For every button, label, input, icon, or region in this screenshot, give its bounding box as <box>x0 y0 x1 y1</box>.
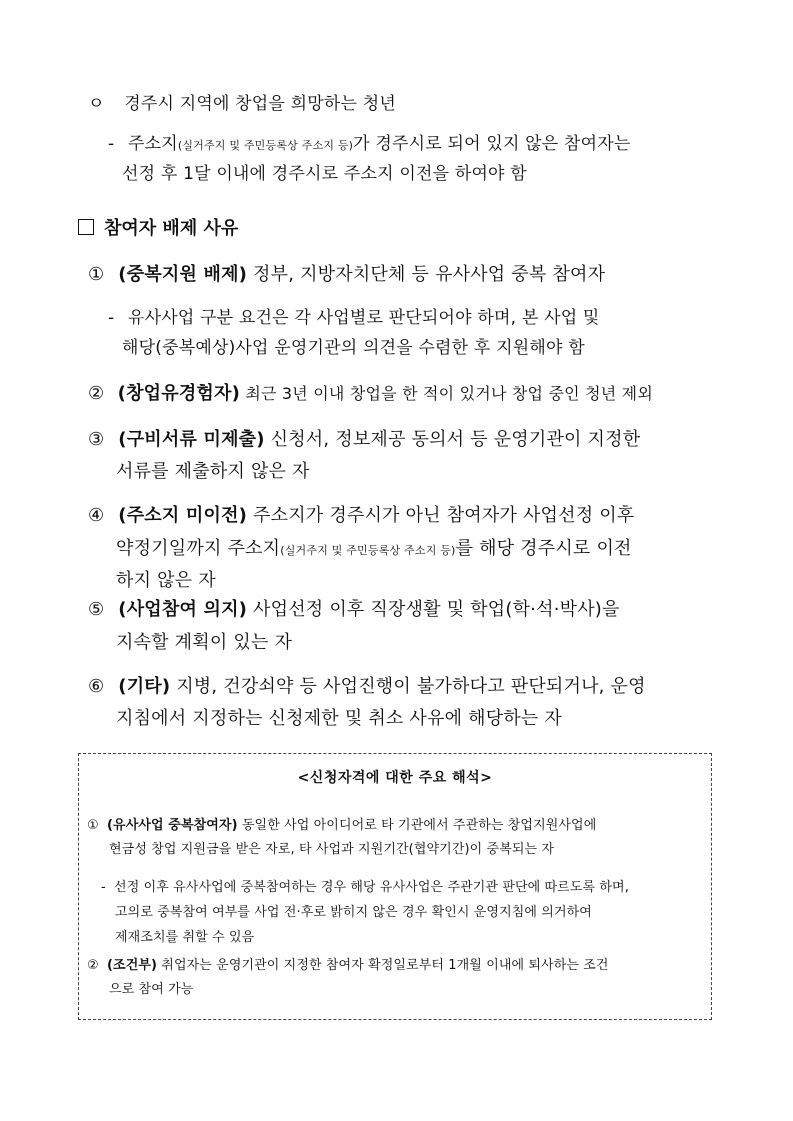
item-text: 사업선정 이후 직장생활 및 학업(학·석·박사)을 <box>247 599 620 620</box>
item-bold-label: (기타) <box>118 676 171 697</box>
item-number: ② <box>88 383 105 404</box>
exclusion-item-4-line3: 하지 않은 자 <box>116 570 216 591</box>
checkbox-square-icon <box>78 219 94 235</box>
note-item-2 <box>87 956 609 976</box>
item-text: 주소지가 경주시가 아닌 참여자가 사업선정 이후 <box>247 505 635 526</box>
exclusion-item-6-line2: 지침에서 지정하는 신청제한 및 취소 사유에 해당하는 자 <box>116 708 562 729</box>
exclusion-item-4 <box>88 504 634 528</box>
exclusion-item-5 <box>88 598 620 622</box>
exclusion-item-1 <box>88 263 605 287</box>
sub-note-text-post: 가 경주시로 되어 있지 않은 참여자는 <box>353 134 631 154</box>
note-item-1 <box>87 816 596 836</box>
note-item-2-line2: 으로 참여 가능 <box>109 982 194 997</box>
dash-marker: - <box>108 134 115 154</box>
section-title: 참여자 배제 사유 <box>104 218 239 239</box>
item-bold-label: (사업참여 의지) <box>118 599 248 620</box>
item-bold-label: (중복지원 배제) <box>118 264 248 285</box>
exclusion-item-3 <box>88 428 640 452</box>
interpretation-note-box <box>78 753 712 1020</box>
note-item-1-line2: 현금성 창업 지원금을 받은 자로, 타 사업과 지원기간(협약기간)이 중복되는 자 <box>109 842 555 857</box>
exclusion-item-3-line2: 서류를 제출하지 않은 자 <box>116 461 310 482</box>
item1-sub-note <box>108 306 600 330</box>
item-number: ② <box>87 958 99 973</box>
item-bold-label: (구비서류 미제출) <box>118 429 265 450</box>
item-bold-label: (주소지 미이전) <box>118 505 248 526</box>
dash-marker: - <box>101 880 106 895</box>
sub-note-text: 유사사업 구분 요건은 각 사업별로 판단되어야 하며, 본 사업 및 <box>127 308 600 328</box>
item-bold-label: (유사사업 중복참여자) <box>107 818 238 833</box>
item-text: 최근 3년 이내 창업을 한 적이 있거나 창업 중인 청년 제외 <box>240 384 653 403</box>
bullet-item-target <box>88 92 396 116</box>
sub-note-line2: 선정 후 1달 이내에 경주시로 주소지 이전을 하여야 함 <box>122 164 527 184</box>
section-heading <box>78 216 238 242</box>
item-number: ① <box>88 264 105 285</box>
note-box-title: <신청자격에 대한 주요 해석> <box>297 770 493 786</box>
note-sub-text: 선정 이후 유사사업에 중복참여하는 경우 해당 유사사업은 주관기관 판단에 따르도록 하며, <box>114 880 629 895</box>
item-text: 정부, 지방자치단체 등 유사사업 중복 참여자 <box>247 264 606 285</box>
sub-note-text-pre: 주소지 <box>127 134 178 154</box>
item-bold-label: (조건부) <box>107 958 158 973</box>
item-text: 취업자는 운영기관이 지정한 참여자 확정일로부터 1개월 이내에 퇴사하는 조건 <box>157 958 609 973</box>
bullet-text: 경주시 지역에 창업을 희망하는 청년 <box>124 94 396 114</box>
item-text: 동일한 사업 아이디어로 타 기관에서 주관하는 창업지원사업에 <box>237 818 597 833</box>
exclusion-item-5-line2: 지속할 계획이 있는 자 <box>116 632 293 653</box>
exclusion-item-4-line2 <box>116 537 632 563</box>
sub-note-address <box>108 132 631 158</box>
item-number: ④ <box>88 505 105 526</box>
item-bold-label: (창업유경험자) <box>117 383 241 404</box>
exclusion-item-6 <box>88 675 646 699</box>
bullet-marker: ㅇ <box>88 94 105 114</box>
item-text: 를 해당 경주시로 이전 <box>455 538 632 559</box>
item-paren-note: (실거주지 및 주민등록상 주소지 등) <box>280 544 456 557</box>
dash-marker: - <box>108 308 115 328</box>
item-number: ① <box>87 818 99 833</box>
note-sub <box>101 878 629 898</box>
item-number: ③ <box>88 429 105 450</box>
item-text: 신청서, 정보제공 동의서 등 운영기관이 지정한 <box>264 429 641 450</box>
item-text: 약정기일까지 주소지 <box>116 538 281 559</box>
item-number: ⑤ <box>88 599 105 620</box>
note-sub-line3: 제재조치를 취할 수 있음 <box>115 930 255 945</box>
item1-sub-note-line2: 해당(중복예상)사업 운영기관의 의견을 수렴한 후 지원해야 함 <box>122 338 585 358</box>
note-sub-line2: 고의로 중복참여 여부를 사업 전·후로 밝히지 않은 경우 확인시 운영지침에 의거하여 <box>115 905 592 920</box>
sub-note-paren: (실거주지 및 주민등록상 주소지 등) <box>177 139 354 152</box>
exclusion-item-2 <box>88 382 653 406</box>
item-text: 지병, 건강쇠약 등 사업진행이 불가하다고 판단되거나, 운영 <box>170 676 646 697</box>
item-number: ⑥ <box>88 676 105 697</box>
